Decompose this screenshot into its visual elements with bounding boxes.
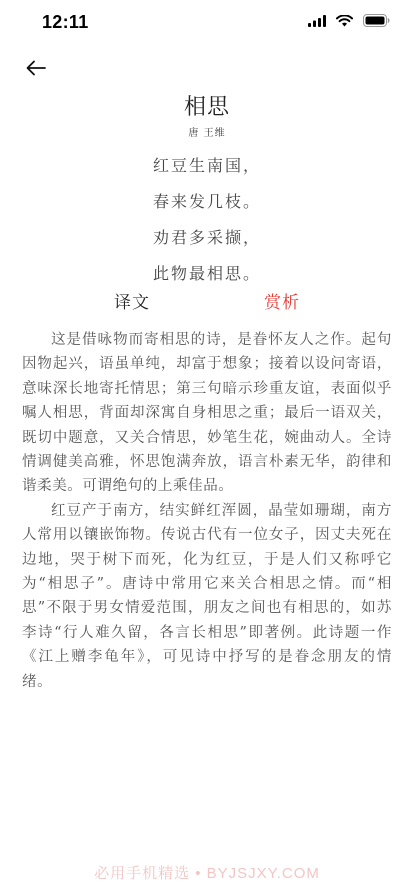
appreciation-paragraph: 这是借咏物而寄相思的诗，是眷怀友人之作。起句因物起兴，语虽单纯，却富于想象；接着以设问寄语，意味深长地寄托情思；第三句暗示珍重友谊，表面似乎嘱人相思，背面却深寓自身相思之重；最后一语双关，既切中题意，又关合情思，妙笔生花，婉曲动人。全诗情调健美高雅，怀思饱满奔放，语言朴素无华，韵律和谐柔美。可谓绝句的上乘佳品。 [22, 332, 392, 495]
poem-line: 春来发几枝。 [152, 192, 261, 211]
signal-bars-icon [308, 15, 326, 27]
poem-title: 相思 [183, 95, 230, 120]
appreciation-paragraph: 红豆产于南方，结实鲜红浑圆，晶莹如珊瑚，南方人常用以镶嵌饰物。传说古代有一位女子，因丈夫死在边地，哭于树下而死，化为红豆，于是人们又称呼它为“相思子”。唐诗中常用它来关合相思之情。而“相思”不限于男女情爱范围，朋友之间也有相思的，如苏李诗“行人难久留，各言长相思”即著例。此诗题一作《江上赠李龟年》，可见诗中抒写的是眷念朋友的情绪。 [22, 502, 392, 690]
appreciation-content [22, 328, 392, 694]
status-time: 12:11 [42, 12, 89, 32]
poem-body [0, 150, 414, 294]
poem-line: 红豆生南国， [152, 156, 261, 175]
content-tabs [0, 288, 414, 318]
status-icons [308, 14, 390, 27]
battery-icon [363, 14, 390, 27]
arrow-left-icon [26, 60, 46, 76]
status-bar [0, 0, 414, 48]
poem-author: 唐 王维 [188, 128, 226, 139]
back-button[interactable] [22, 54, 50, 82]
wifi-icon [336, 15, 353, 27]
watermark: 必用手机精选 • BYJSJXY.COM [94, 865, 320, 882]
tab-translation[interactable]: 译文 [114, 293, 150, 313]
poem-line: 劝君多采撷， [152, 228, 261, 247]
tab-appreciation[interactable]: 赏析 [264, 293, 300, 313]
poem-line: 此物最相思。 [152, 264, 261, 283]
